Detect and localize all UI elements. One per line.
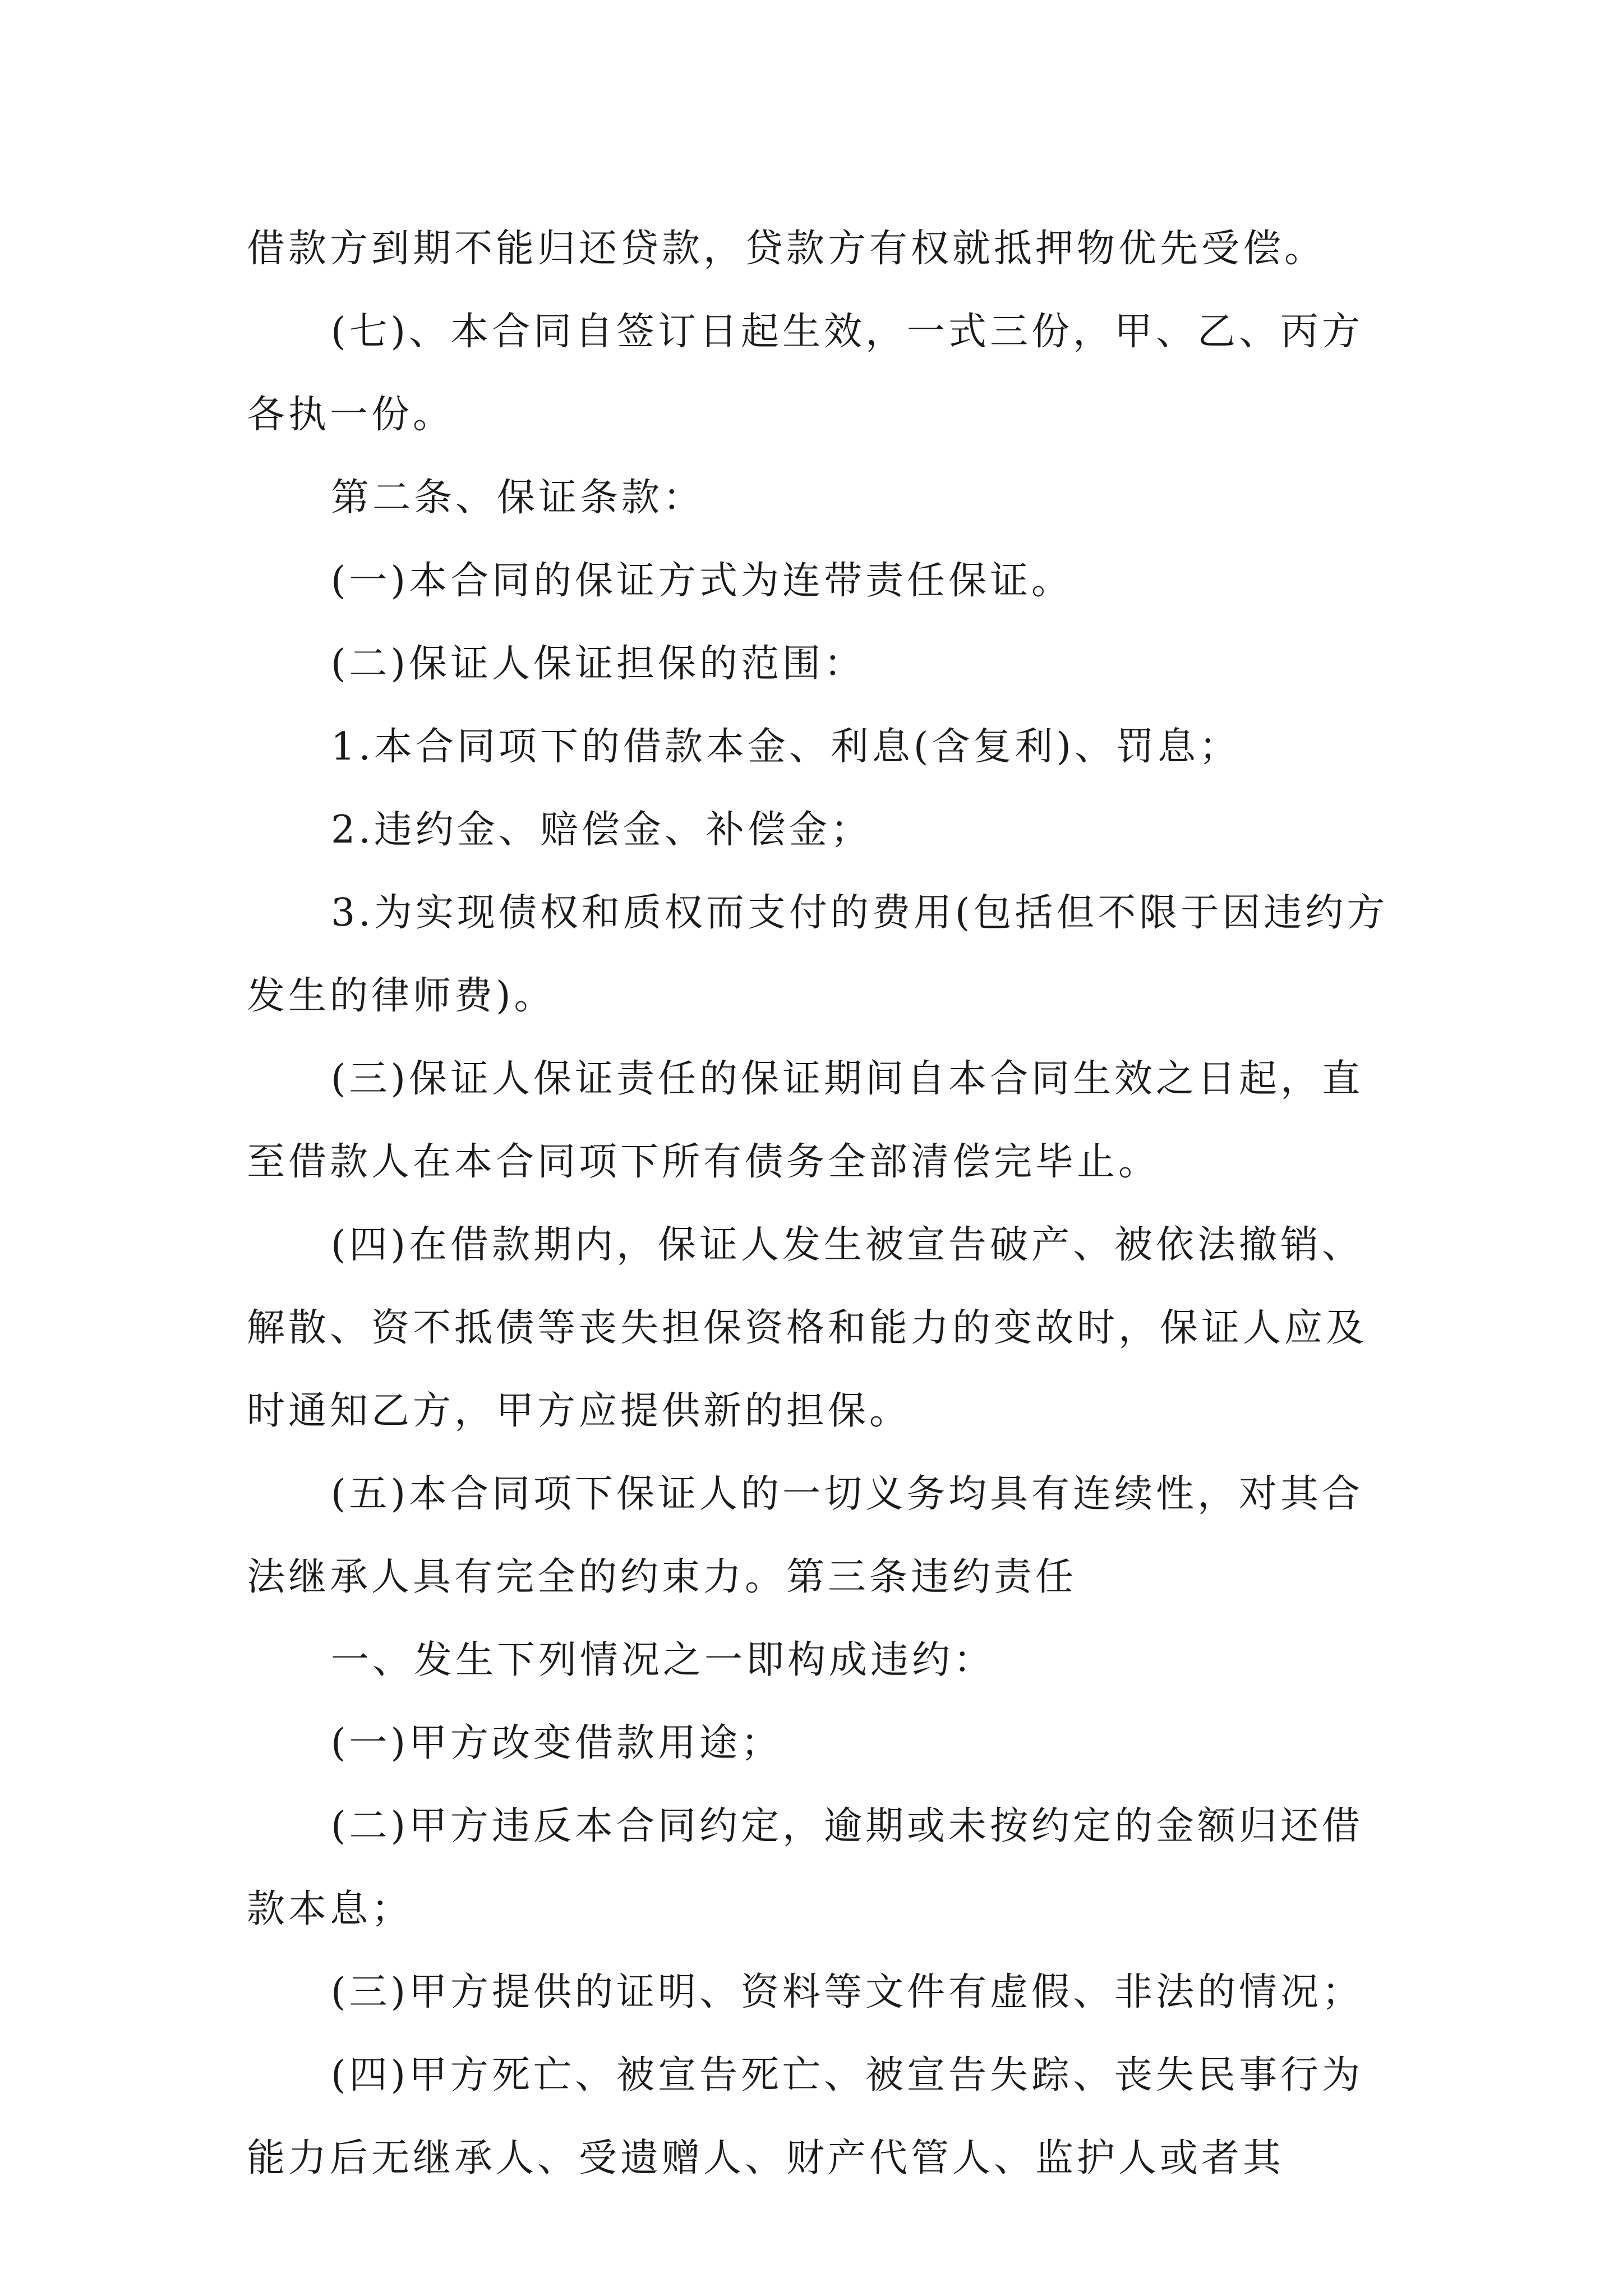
paragraph-4: (一)本合同的保证方式为连带责任保证。 [331,559,1073,603]
paragraph-5: (二)保证人保证担保的范围： [331,642,866,686]
list-item-3: 3.为实现债权和质权而支付的费用(包括但不限于因违约方发生的律师费)。 [247,891,1389,1018]
paragraph-9: (三)保证人保证责任的保证期间自本合同生效之日起，直至借款人在本合同项下所有债务全部清偿完毕止。 [247,1057,1364,1184]
paragraph-15: (三)甲方提供的证明、资料等文件有虚假、非法的情况； [331,1970,1364,2014]
paragraph-16: (四)甲方死亡、被宣告死亡、被宣告失踪、丧失民事行为能力后无继承人、受遗赠人、财产代管人、监护人或者其 [247,2053,1364,2180]
paragraph-12: 一、发生下列情况之一即构成违约： [331,1638,995,1682]
paragraph-14: (二)甲方违反本合同约定，逾期或未按约定的金额归还借款本息； [247,1804,1364,1931]
list-item-1: 1.本合同项下的借款本金、利息(含复利)、罚息； [331,725,1241,769]
paragraph-10: (四)在借款期内，保证人发生被宣告破产、被依法撤销、解散、资不抵债等丧失担保资格和能力的变故时，保证人应及时通知乙方，甲方应提供新的担保。 [247,1223,1368,1433]
paragraph-2: (七)、本合同自签订日起生效，一式三份，甲、乙、丙方各执一份。 [247,310,1364,437]
paragraph-13: (一)甲方改变借款用途； [331,1721,783,1765]
paragraph-11: (五)本合同项下保证人的一切义务均具有连续性，对其合法继承人具有完全的约束力。第三条违约责任 [247,1472,1364,1599]
document-body [247,208,1396,2200]
section-heading-guarantee: 第二条、保证条款： [331,476,705,520]
list-item-2: 2.违约金、赔偿金、补偿金； [331,808,872,852]
paragraph-1: 借款方到期不能归还贷款，贷款方有权就抵押物优先受偿。 [247,227,1326,271]
